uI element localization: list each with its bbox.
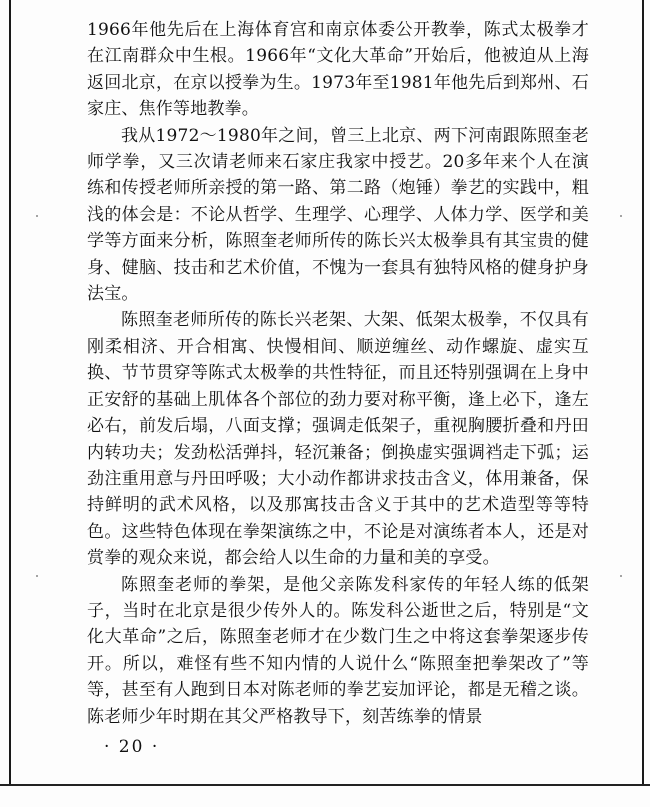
paragraph: 我从1972～1980年之间，曾三上北京、两下河南跟陈照奎老师学拳，又三次请老师来石家庄我家中授艺。20多年来个人在演练和传授老师所亲授的第一路、第二路（炮锤）拳艺的实践中，粗浅的体会是：不论从哲学、生理学、心理学、人体力学、医学和美学等方面来分析，陈照奎老师所传的陈长兴太极拳具有其宝贵的健身、健脑、技击和艺术价值，不愧为一套具有独特风格的健身护身法宝。 — [87, 125, 589, 305]
scan-speck — [36, 575, 38, 577]
page-number: · 20 · — [104, 737, 160, 757]
paragraph: 陈照奎老师所传的陈长兴老架、大架、低架太极拳，不仅具有刚柔相济、开合相寓、快慢相间、顺逆缠丝、动作螺旋、虚实互换、节节贯穿等陈式太极拳的共性特征，而且还特别强调在上身中正安舒的基础上肌体各个部位的劲力要对称平衡，逢上必下，逢左必右，前发后塌，八面支撑；强调走低架子，重视胸腰折叠和丹田内转功夫；发劲松活弹抖，轻沉兼备；倒换虚实强调裆走下弧；运劲注重用意与丹田呼吸；大小动作都讲求技击含义，体用兼备，保持鲜明的武术风格，以及那寓技击含义于其中的艺术造型等等特色。这些特色体现在拳架演练之中，不论是对演练者本人，还是对赏拳的观众来说，都会给人以生命的力量和美的享受。 — [87, 310, 589, 569]
paragraph: 1966年他先后在上海体育宫和南京体委公开教拳，陈式太极拳才在江南群众中生根。1966年“文化大革命”开始后，他被迫从上海返回北京，在京以授拳为生。1973年至1981年他先后到郑州、石家庄、焦作等地教拳。 — [87, 20, 589, 120]
scan-edge-right — [642, 0, 644, 805]
scan-speck — [36, 215, 38, 217]
scan-edge-left — [9, 0, 11, 805]
scan-speck — [620, 215, 622, 217]
scan-bottom-edge — [0, 784, 650, 807]
body-text — [87, 17, 589, 730]
scan-speck — [620, 575, 622, 577]
paragraph: 陈照奎老师的拳架，是他父亲陈发科家传的年轻人练的低架子，当时在北京是很少传外人的。陈发科公逝世之后，特别是“文化大革命”之后，陈照奎老师才在少数门生之中将这套拳架逐步传开。所以，难怪有些不知内情的人说什么“陈照奎把拳架改了”等等，甚至有人跑到日本对陈老师的拳艺妄加评论，都是无稽之谈。陈老师少年时期在其父严格教导下，刻苦练拳的情景 — [87, 574, 589, 727]
